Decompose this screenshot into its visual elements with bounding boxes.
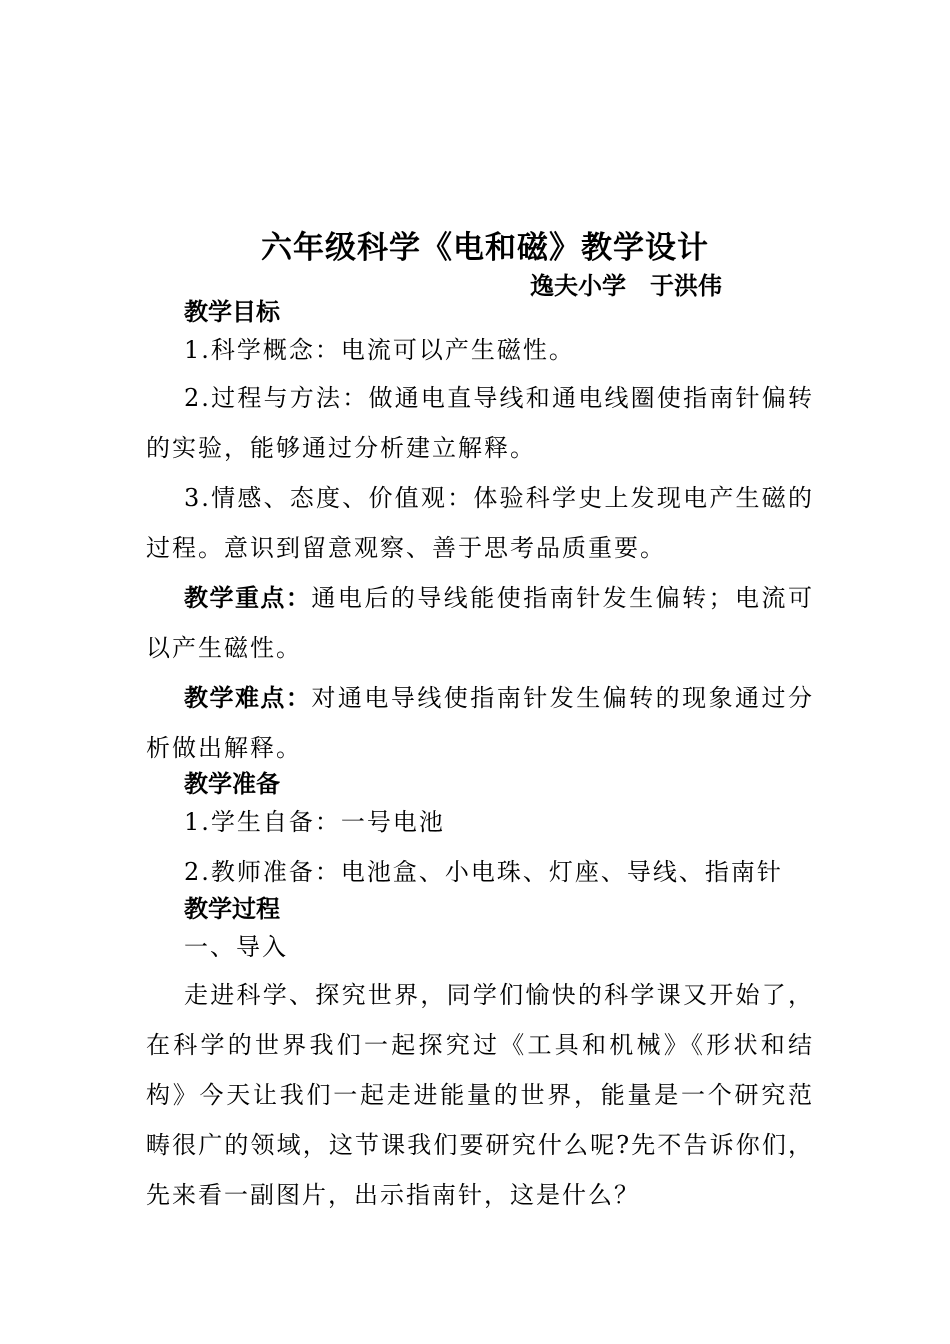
intro-paragraph: 走进科学、探究世界，同学们愉快的科学课又开始了，在科学的世界我们一起探究过《工具和机械》《形状和结构》今天让我们一起走进能量的世界，能量是一个研究范畴很广的领域，这节课我们要研究什么呢?先不告诉你们，先来看一副图片，出示指南针，这是什么？ [146, 981, 814, 1209]
key-point-text: 通电后的导线能使指南针发生偏转；电流可以产生磁性。 [146, 584, 815, 662]
objective-item-2: 2.过程与方法：做通电直导线和通电线圈使指南针偏转的实验，能够通过分析建立解释。 [146, 384, 814, 462]
document-title: 六年级科学《电和磁》教学设计 [261, 230, 709, 266]
preparation-heading: 教学准备 [184, 770, 280, 798]
process-section-1: 一、导入 [184, 933, 288, 961]
objectives-heading: 教学目标 [184, 298, 280, 326]
difficulty-text: 对通电导线使指南针发生偏转的现象通过分析做出解释。 [146, 684, 815, 762]
process-heading: 教学过程 [184, 895, 280, 923]
key-point-label: 教学重点： [184, 584, 312, 612]
preparation-item-1: 1.学生自备：一号电池 [184, 808, 445, 836]
difficulty-paragraph [146, 673, 814, 773]
author-line: 逸夫小学 于洪伟 [530, 272, 722, 300]
key-point-paragraph [146, 573, 814, 673]
objective-item-3: 3.情感、态度、价值观：体验科学史上发现电产生磁的过程。意识到留意观察、善于思考品质重要。 [146, 484, 814, 562]
objective-item-1: 1.科学概念：电流可以产生磁性。 [184, 336, 575, 364]
difficulty-label: 教学难点： [184, 684, 312, 712]
preparation-item-2: 2.教师准备：电池盒、小电珠、灯座、导线、指南针 [184, 858, 783, 886]
